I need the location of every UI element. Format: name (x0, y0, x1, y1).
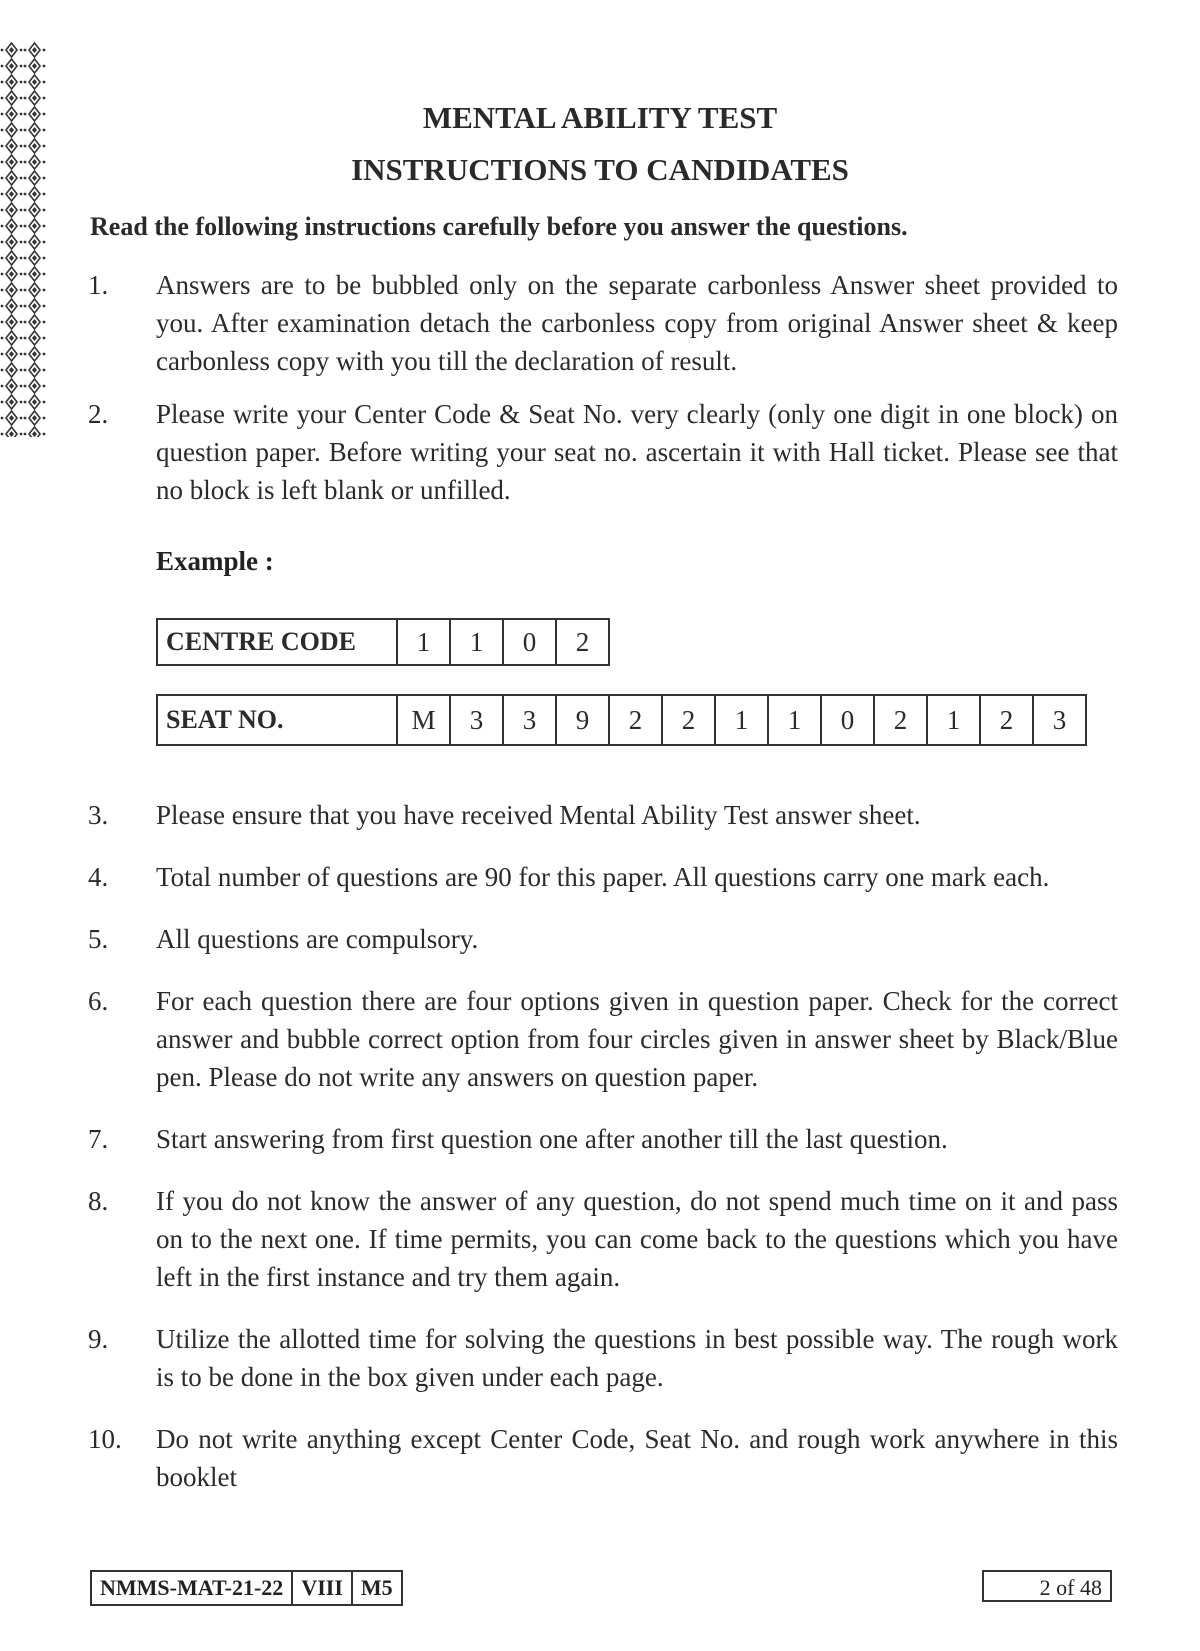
seat-no-digit: 2 (874, 695, 927, 745)
instruction-item-9 (88, 1320, 1118, 1396)
instruction-text: Total number of questions are 90 for this paper. All questions carry one mark each. (156, 862, 1050, 892)
seat-no-digit: 3 (450, 695, 503, 745)
instruction-text: Utilize the allotted time for solving the questions in best possible way. The rough work is to be done in the box given under each page. (156, 1324, 1118, 1392)
seat-no-digit: 2 (609, 695, 662, 745)
seat-no-digit: 2 (662, 695, 715, 745)
instruction-item-6 (88, 982, 1118, 1096)
instruction-item-7 (88, 1120, 1118, 1158)
instruction-text: If you do not know the answer of any question, do not spend much time on it and pass on to the next one. If time permits, you can come back to the questions which you have left in the first instance and try them again. (156, 1186, 1118, 1292)
seat-no-digit: 9 (556, 695, 609, 745)
instruction-number: 1. (88, 270, 109, 300)
instruction-item-8 (88, 1182, 1118, 1296)
instruction-number: 3. (88, 800, 109, 830)
centre-code-table (156, 618, 610, 666)
instruction-text: All questions are compulsory. (156, 924, 479, 954)
seat-no-table (156, 694, 1087, 746)
instruction-text: Answers are to be bubbled only on the separate carbonless Answer sheet provided to you. After examination detach the carbonless copy from original Answer sheet & keep carbonless copy with you till the declaration of result. (156, 270, 1118, 376)
seat-no-digit: 1 (768, 695, 821, 745)
example-label: Example : (156, 546, 274, 576)
instruction-text: For each question there are four options given in question paper. Check for the correct answer and bubble correct option from four circles given in answer sheet by Black/Blue pen. Please do not write any answers on question paper. (156, 986, 1118, 1092)
instruction-text: Please write your Center Code & Seat No. very clearly (only one digit in one block) on question paper. Before writing your seat no. ascertain it with Hall ticket. Please see that no block is left blank or unfilled. (156, 399, 1118, 505)
page-subtitle: INSTRUCTIONS TO CANDIDATES (351, 152, 849, 187)
centre-code-digit: 1 (450, 619, 503, 665)
paper-code: NMMS-MAT-21-22 (91, 1571, 292, 1605)
instruction-item-10 (88, 1420, 1118, 1496)
instruction-number: 8. (88, 1186, 109, 1216)
medium-code: M5 (352, 1571, 402, 1605)
seat-no-digit: 0 (821, 695, 874, 745)
instruction-item-5 (88, 920, 1118, 958)
instruction-number: 10. (88, 1424, 122, 1454)
instruction-text: Start answering from first question one after another till the last question. (156, 1124, 948, 1154)
instruction-item-2 (88, 395, 1118, 509)
instruction-text: Do not write anything except Center Code, Seat No. and rough work anywhere in this booklet (156, 1424, 1118, 1492)
instruction-item-4 (88, 858, 1118, 896)
centre-code-label: CENTRE CODE (157, 619, 397, 665)
seat-no-digit: M (397, 695, 450, 745)
seat-no-digit: 1 (715, 695, 768, 745)
instruction-number: 5. (88, 924, 109, 954)
instruction-number: 6. (88, 986, 109, 1016)
instruction-number: 7. (88, 1124, 109, 1154)
paper-code-box (90, 1570, 403, 1606)
instruction-number: 2. (88, 399, 109, 429)
instruction-number: 9. (88, 1324, 109, 1354)
seat-no-label: SEAT NO. (157, 695, 397, 745)
centre-code-digit: 0 (503, 619, 556, 665)
seat-no-digit: 1 (927, 695, 980, 745)
instruction-text: Please ensure that you have received Mental Ability Test answer sheet. (156, 800, 921, 830)
standard-code: VIII (292, 1571, 352, 1605)
instruction-number: 4. (88, 862, 109, 892)
instruction-item-3 (88, 796, 1118, 834)
page-number: 2 of 48 (982, 1570, 1112, 1602)
instruction-item-1 (88, 266, 1118, 380)
seat-no-digit: 2 (980, 695, 1033, 745)
seat-no-digit: 3 (503, 695, 556, 745)
centre-code-digit: 2 (556, 619, 609, 665)
page-title: MENTAL ABILITY TEST (422, 100, 778, 135)
seat-no-digit: 3 (1033, 695, 1086, 745)
centre-code-digit: 1 (397, 619, 450, 665)
intro-text: Read the following instructions carefully before you answer the questions. (90, 212, 908, 241)
